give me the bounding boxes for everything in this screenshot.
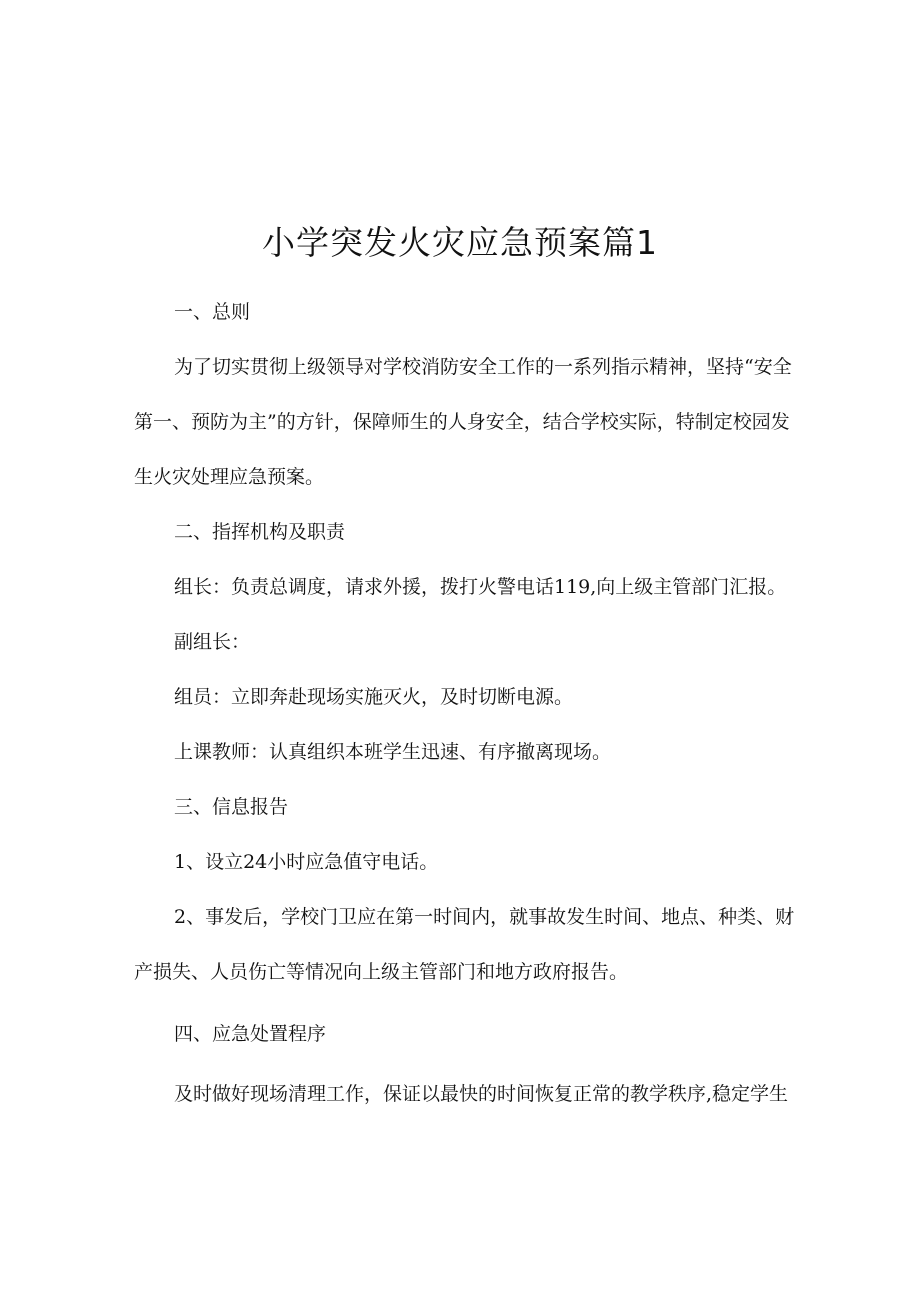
paragraph-line: 2、事发后，学校门卫应在第一时间内，就事故发生时间、地点、种类、财 [174,906,795,928]
paragraph-line: 组长：负责总调度，请求外援，拨打火警电话119,向上级主管部门汇报。 [174,576,787,598]
paragraph-line: 1、设立24小时应急值守电话。 [174,851,439,873]
paragraph-line: 上课教师：认真组织本班学生迅速、有序撤离现场。 [174,741,612,763]
section-heading-report: 三、信息报告 [174,796,289,818]
section-heading-command: 二、指挥机构及职责 [174,521,346,543]
section-heading-general: 一、总则 [174,301,251,323]
paragraph-line: 组员：立即奔赴现场实施灭火，及时切断电源。 [174,686,574,708]
paragraph-line: 产损失、人员伤亡等情况向上级主管部门和地方政府报告。 [134,961,629,983]
section-heading-procedure: 四、应急处置程序 [174,1023,327,1045]
paragraph-line: 副组长： [174,631,251,653]
paragraph-line: 为了切实贯彻上级领导对学校消防安全工作的一系列指示精神，坚持“安全 [174,356,792,378]
paragraph-line: 及时做好现场清理工作，保证以最快的时间恢复正常的教学秩序,稳定学生 [174,1083,789,1105]
document-title: 小学突发火灾应急预案篇1 [262,223,658,262]
paragraph-line: 生火灾处理应急预案。 [134,466,325,488]
paragraph-line: 第一、预防为主”的方针，保障师生的人身安全，结合学校实际，特制定校园发 [134,411,790,433]
